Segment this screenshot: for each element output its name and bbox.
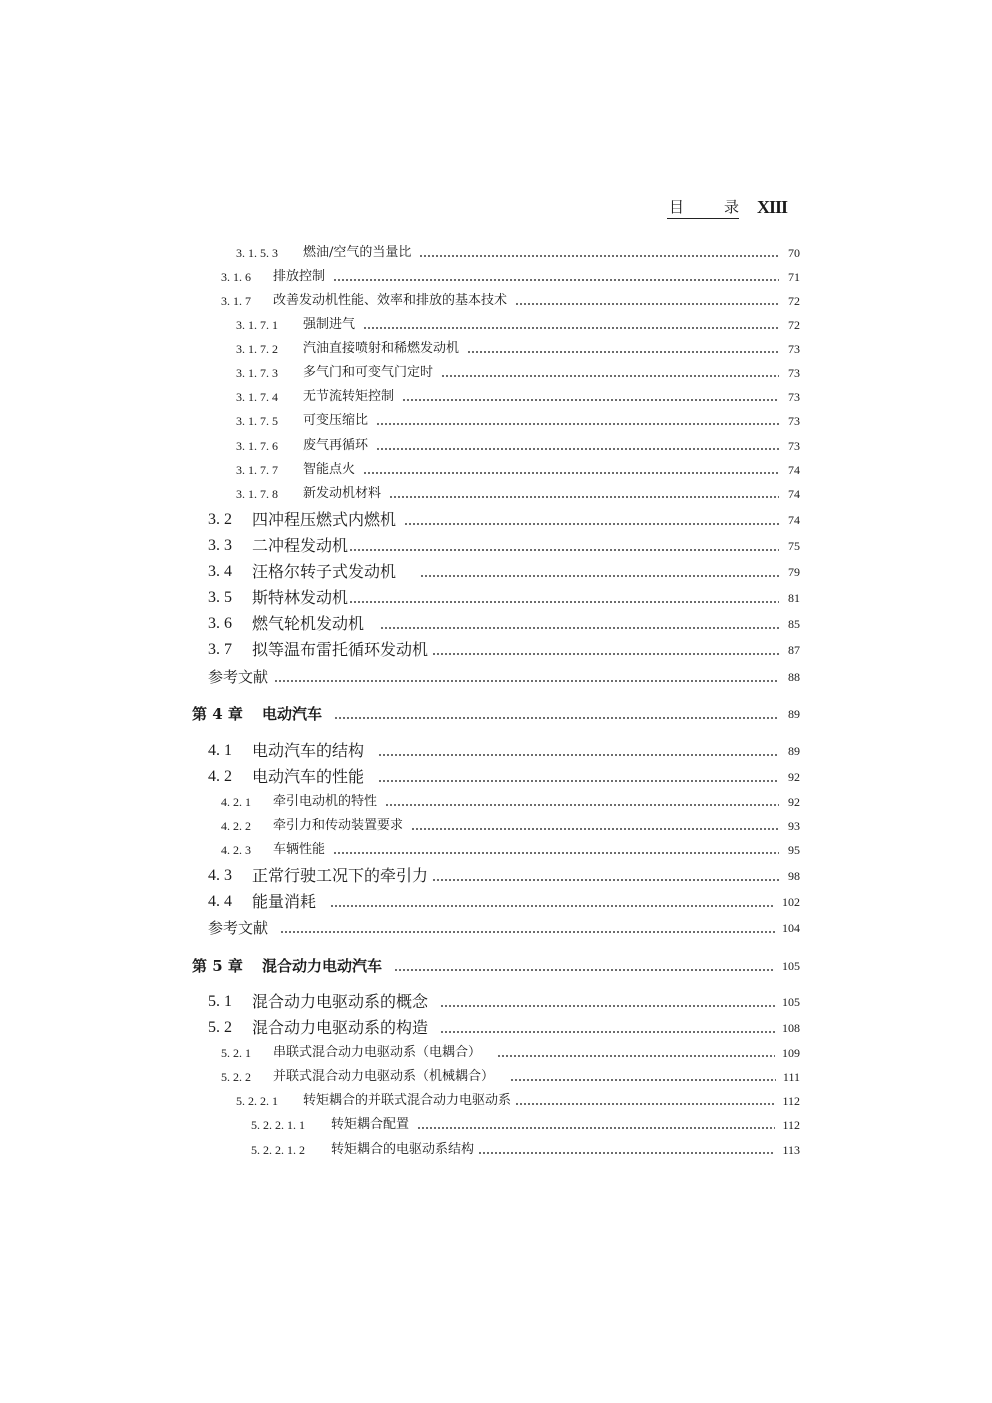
entry-page: 112 [782,1118,800,1132]
chapter-number: 第 5 章 [192,957,243,975]
entry-page: 70 [788,246,800,260]
entry-number: 4. 1 [208,742,232,759]
entry-number: 3. 1. 7. 1 [236,318,278,332]
toc-entry [221,292,800,310]
entry-number: 3. 1. 7. 5 [236,414,278,428]
entry-title: 混合动力电驱动系的概念 [252,992,429,1011]
entry-title: 多气门和可变气门定时 [303,365,434,380]
entry-title: 汽油直接喷射和稀燃发动机 [303,341,460,356]
toc-entry [208,865,800,887]
entry-number: 5. 2. 2. 1. 2 [251,1143,305,1157]
toc-entry [208,1017,800,1039]
entry-number: 3. 4 [208,563,232,580]
entry-page: 74 [788,463,800,477]
entry-page: 79 [788,565,800,579]
dot-leader [378,766,779,788]
entry-page: 112 [782,1094,800,1108]
entry-number: 3. 1. 6 [221,270,251,284]
toc-entry [236,485,800,503]
entry-number: 4. 3 [208,867,232,884]
entry-page: 109 [782,1046,800,1060]
toc-entry [251,1141,800,1159]
entry-page: 71 [788,270,800,284]
toc-entry [208,666,800,688]
entry-title: 燃气轮机发动机 [252,614,365,633]
entry-number: 5. 2. 2. 1 [236,1094,278,1108]
dot-leader [274,666,779,688]
entry-title: 二冲程发动机 [252,536,349,555]
entry-number: 4. 2. 3 [221,843,251,857]
entry-title: 新发动机材料 [303,486,382,501]
entry-title: 牵引电动机的特性 [273,794,378,809]
entry-title: 四冲程压燃式内燃机 [252,510,397,529]
entry-page: 89 [788,707,800,721]
entry-number: 3. 1. 7. 3 [236,366,278,380]
entry-title: 转矩耦合的并联式混合动力电驱动系 [303,1093,512,1108]
entry-title: 参考文献 [208,919,269,937]
dot-leader [394,955,775,977]
dot-leader [515,1092,775,1110]
toc-entry [236,1092,800,1110]
toc-entry [208,639,800,661]
toc-entry [236,437,800,455]
entry-number: 3. 5 [208,589,232,606]
entry-number: 4. 2. 1 [221,795,251,809]
chapter-number: 第 4 章 [192,705,243,723]
dot-leader [419,244,779,262]
header-label-right: 录 [724,198,740,216]
toc-entry [221,1044,800,1062]
dot-leader [330,891,775,913]
entry-page: 92 [788,770,800,784]
dot-leader [510,1068,776,1086]
entry-number: 3. 7 [208,641,232,658]
entry-number: 4. 2. 2 [221,819,251,833]
entry-number: 3. 1. 7. 8 [236,487,278,501]
entry-page: 111 [782,1070,800,1084]
toc-entry [221,841,800,859]
toc-entry [208,917,800,939]
entry-page: 73 [788,342,800,356]
entry-page: 87 [788,643,800,657]
entry-number: 3. 3 [208,537,232,554]
dot-leader [385,793,779,811]
toc-entry [236,388,800,406]
dot-leader [280,917,775,939]
dot-leader [411,817,779,835]
entry-page: 74 [788,487,800,501]
toc-entry [236,316,800,334]
entry-page: 98 [788,869,800,883]
entry-title: 转矩耦合的电驱动系结构 [331,1142,475,1157]
entry-title: 电动汽车的结构 [252,741,365,760]
toc-entry [208,991,800,1013]
dot-leader [432,639,779,661]
dot-leader [380,613,779,635]
entry-page: 104 [782,921,800,935]
dot-leader [334,703,779,725]
entry-number: 5. 2. 2 [221,1070,251,1084]
entry-page: 72 [788,294,800,308]
entry-number: 3. 1. 5. 3 [236,246,278,260]
dot-leader [402,388,779,406]
entry-title: 混合动力电驱动系的构造 [252,1018,429,1037]
dot-leader [497,1044,775,1062]
toc-entry [221,268,800,286]
entry-title: 牵引力和传动装置要求 [273,818,404,833]
dot-leader [363,461,779,479]
dot-leader [515,292,779,310]
dot-leader [420,561,779,583]
entry-page: 113 [782,1143,800,1157]
toc-chapter-entry [192,955,800,977]
toc-entry [221,1068,800,1086]
dot-leader [440,1017,775,1039]
toc-entry [208,613,800,635]
toc-entry [221,793,800,811]
entry-title: 能量消耗 [252,892,317,911]
entry-title: 斯特林发动机 [252,588,349,607]
entry-number: 5. 1 [208,993,232,1010]
dot-leader [389,485,779,503]
entry-title: 车辆性能 [273,842,326,857]
toc-entry [236,412,800,430]
entry-number: 3. 1. 7. 2 [236,342,278,356]
entry-title: 智能点火 [303,462,356,477]
header-underline [667,218,739,219]
entry-title: 燃油/空气的当量比 [303,245,412,260]
toc-entry [236,461,800,479]
dot-leader [441,364,779,382]
entry-number: 4. 2 [208,768,232,785]
toc-entry [208,509,800,531]
dot-leader [417,1116,775,1134]
entry-page: 73 [788,439,800,453]
entry-title: 汪格尔转子式发动机 [252,562,397,581]
entry-page: 75 [788,539,800,553]
header-page-number: XIII [757,197,788,217]
dot-leader [378,740,779,762]
chapter-title: 混合动力电动汽车 [262,957,383,975]
entry-number: 3. 1. 7. 7 [236,463,278,477]
entry-page: 88 [788,670,800,684]
entry-page: 102 [782,895,800,909]
entry-title: 电动汽车的性能 [252,767,365,786]
chapter-title: 电动汽车 [262,705,323,723]
entry-number: 3. 1. 7. 4 [236,390,278,404]
entry-page: 73 [788,414,800,428]
entry-number: 5. 2 [208,1019,232,1036]
dot-leader [333,268,779,286]
entry-page: 74 [788,513,800,527]
entry-page: 73 [788,390,800,404]
entry-page: 95 [788,843,800,857]
entry-number: 4. 4 [208,893,232,910]
entry-title: 强制进气 [303,317,356,332]
dot-leader [363,316,779,334]
entry-page: 93 [788,819,800,833]
toc-entry [208,766,800,788]
dot-leader [432,865,779,887]
entry-title: 排放控制 [273,269,326,284]
dot-leader [349,587,779,609]
dot-leader [349,535,779,557]
toc-entry [236,244,800,262]
toc-entry [208,587,800,609]
entry-number: 5. 2. 2. 1. 1 [251,1118,305,1132]
toc-entry [208,740,800,762]
toc-entry [208,891,800,913]
entry-title: 拟等温布雷托循环发动机 [252,640,429,659]
entry-page: 105 [782,995,800,1009]
dot-leader [404,509,779,531]
toc-entry [208,535,800,557]
dot-leader [467,340,779,358]
toc-entry [236,340,800,358]
entry-title: 废气再循环 [303,438,369,453]
entry-page: 89 [788,744,800,758]
dot-leader [440,991,775,1013]
entry-page: 92 [788,795,800,809]
entry-number: 5. 2. 1 [221,1046,251,1060]
entry-page: 108 [782,1021,800,1035]
entry-page: 72 [788,318,800,332]
entry-title: 并联式混合动力电驱动系（机械耦合） [273,1069,495,1084]
dot-leader [333,841,779,859]
toc-chapter-entry [192,703,800,725]
entry-page: 73 [788,366,800,380]
dot-leader [376,412,779,430]
entry-number: 3. 1. 7 [221,294,251,308]
entry-page: 105 [782,959,800,973]
toc-entry [208,561,800,583]
toc-entry [251,1116,800,1134]
entry-page: 81 [788,591,800,605]
toc-entry [221,817,800,835]
entry-number: 3. 6 [208,615,232,632]
entry-title: 参考文献 [208,668,269,686]
entry-title: 改善发动机性能、效率和排放的基本技术 [273,293,508,308]
entry-title: 正常行驶工况下的牵引力 [252,866,429,885]
dot-leader [478,1141,775,1159]
header-label-left: 目 [669,198,685,216]
entry-number: 3. 1. 7. 6 [236,439,278,453]
entry-number: 3. 2 [208,511,232,528]
entry-title: 无节流转矩控制 [303,389,395,404]
entry-title: 可变压缩比 [303,413,369,428]
toc-entry [236,364,800,382]
entry-title: 转矩耦合配置 [331,1117,410,1132]
entry-title: 串联式混合动力电驱动系（电耦合） [273,1045,482,1060]
dot-leader [376,437,779,455]
entry-page: 85 [788,617,800,631]
